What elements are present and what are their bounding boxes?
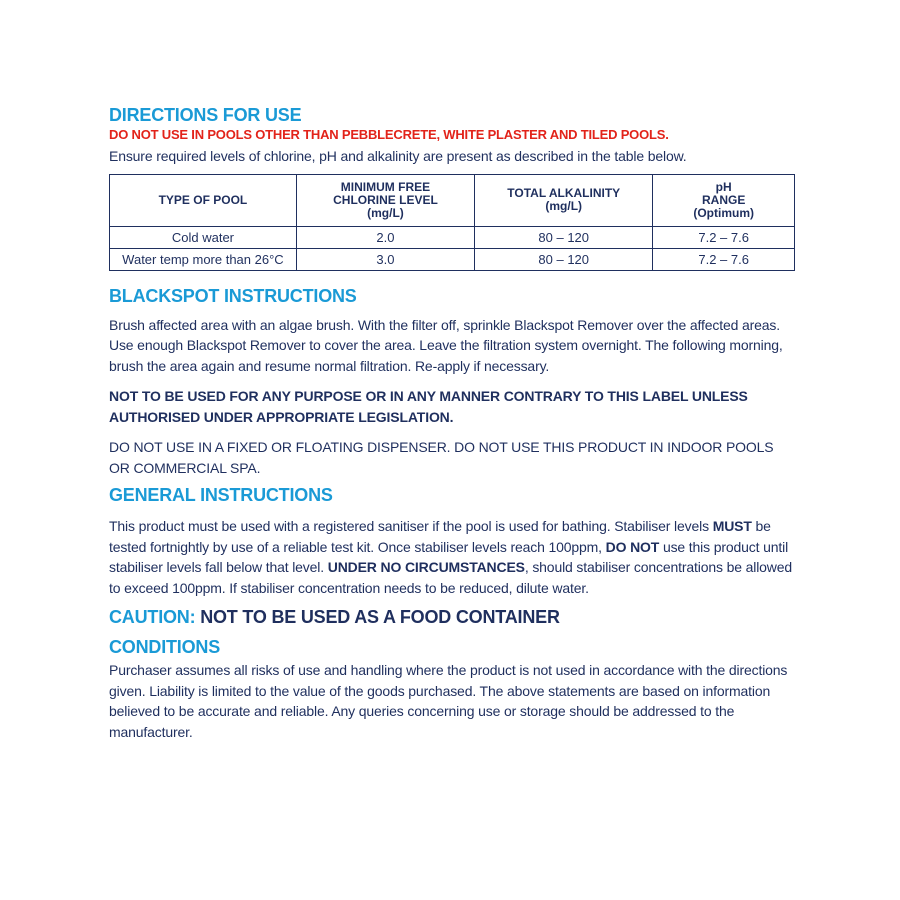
conditions-heading: CONDITIONS [109,637,221,657]
cell-pool-type: Cold water [110,226,297,248]
general-body [109,516,795,598]
cell-ph: 7.2 – 7.6 [653,226,795,248]
header-type-of-pool: TYPE OF POOL [110,174,297,226]
general-emphasis: MUST [712,518,752,534]
header-alkalinity: TOTAL ALKALINITY (mg/L) [475,174,653,226]
directions-heading: DIRECTIONS FOR USE [109,105,302,125]
cell-alkalinity: 80 – 120 [475,226,653,248]
general-text: This product must be used with a registered sanitiser if the pool is used for bathing. Stabiliser levels [109,518,713,534]
blackspot-heading: BLACKSPOT INSTRUCTIONS [109,285,357,306]
cell-chlorine: 3.0 [296,248,474,270]
general-heading: GENERAL INSTRUCTIONS [109,485,333,505]
pool-type-warning: DO NOT USE IN POOLS OTHER THAN PEBBLECRETE, WHITE PLASTER AND TILED POOLS. [109,127,669,142]
general-emphasis: DO NOT [605,538,660,555]
general-emphasis: UNDER NO CIRCUMSTANCES [327,559,525,575]
cell-chlorine: 2.0 [296,226,474,248]
table-row [110,226,795,248]
caution-label: CAUTION: [109,607,196,627]
dispenser-warning: DO NOT USE IN A FIXED OR FLOATING DISPENSER. DO NOT USE THIS PRODUCT IN INDOOR POOLS OR COMMERCIAL SPA. [109,439,774,476]
water-levels-table [109,174,795,271]
label-content [109,104,795,742]
general-text: , should stabiliser concentrations be allowed to exceed 100ppm. If stabiliser concentration needs to be reduced, dilute water. [109,559,793,596]
header-chlorine: MINIMUM FREE CHLORINE LEVEL (mg/L) [296,174,474,226]
table-row [110,248,795,270]
caution-heading [109,606,795,628]
cell-pool-type: Water temp more than 26°C [110,248,297,270]
header-ph-range: pH RANGE (Optimum) [653,174,795,226]
general-text: use this product until stabiliser levels fall below that level. [109,538,789,575]
conditions-body: Purchaser assumes all risks of use and handling where the product is not used in accordance with the directions given. Liability is limited to the value of the goods purchased. The above statements are based on information believed to be accurate and reliable. Any queries concerning use or storage should be addressed to the manufacturer. [109,662,788,740]
caution-text: NOT TO BE USED AS A FOOD CONTAINER [195,607,560,627]
directions-intro: Ensure required levels of chlorine, pH and alkalinity are present as described in the table below. [109,148,687,164]
legal-warning: NOT TO BE USED FOR ANY PURPOSE OR IN ANY MANNER CONTRARY TO THIS LABEL UNLESS AUTHORISED UNDER APPROPRIATE LEGISLATION. [109,388,748,425]
general-text: be tested fortnightly by use of a reliable test kit. Once stabiliser levels reach 100ppm, [109,518,771,555]
table-header-row [110,174,795,226]
cell-ph: 7.2 – 7.6 [653,248,795,270]
blackspot-body: Brush affected area with an algae brush. With the filter off, sprinkle Blackspot Remover over the affected areas. Use enough Blackspot Remover to cover the area. Leave the filtration system overnight. The following morning, brush the area again and resume normal filtration. Re-apply if necessary. [109,316,783,374]
cell-alkalinity: 80 – 120 [475,248,653,270]
